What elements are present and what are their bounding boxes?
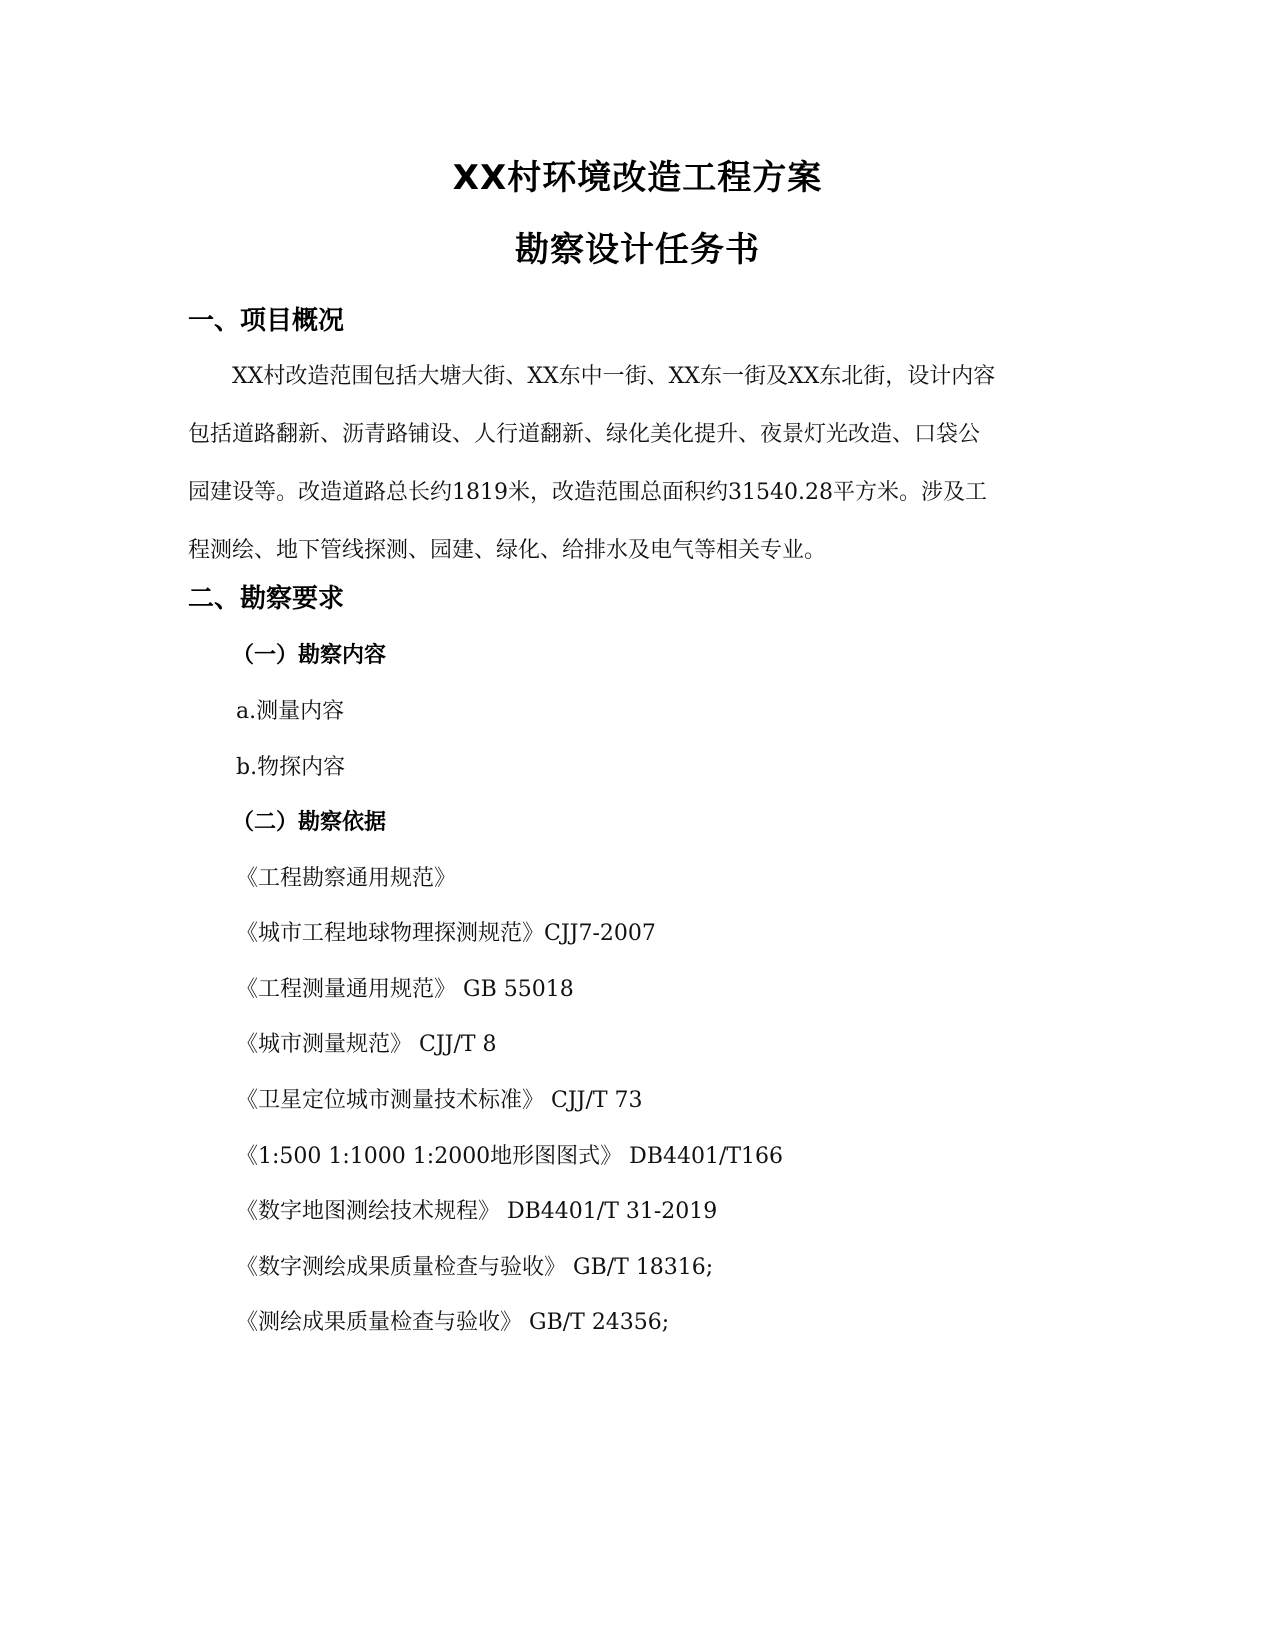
standard-item: 《工程测量通用规范》 GB 55018: [236, 977, 574, 1002]
paragraph-line: 程测绘、地下管线探测、园建、绿化、给排水及电气等相关专业。: [188, 538, 827, 563]
paragraph-line: XX村改造范围包括大塘大街、XX东中一街、XX东一街及XX东北街，设计内容: [188, 364, 996, 389]
overview-paragraph: [188, 348, 1088, 580]
standard-item: 《测绘成果质量检查与验收》 GB/T 24356;: [236, 1310, 670, 1335]
standard-item: 《城市工程地球物理探测规范》CJJ7-2007: [236, 921, 656, 946]
paragraph-line: 园建设等。改造道路总长约1819米，改造范围总面积约31540.28平方米。涉及工: [188, 480, 987, 505]
standard-item: 《工程勘察通用规范》: [236, 866, 457, 891]
section-heading-overview: 一、项目概况: [188, 306, 345, 336]
content-item: b.物探内容: [236, 755, 346, 780]
document-subtitle: 勘察设计任务书: [515, 230, 760, 270]
standard-item: 《卫星定位城市测量技术标准》 CJJ/T 73: [236, 1088, 643, 1113]
section-heading-requirements: 二、勘察要求: [188, 584, 345, 614]
document-title: XX村环境改造工程方案: [452, 158, 823, 198]
subsection-heading-basis: （二）勘察依据: [232, 810, 387, 835]
standard-item: 《城市测量规范》 CJJ/T 8: [236, 1032, 497, 1057]
standard-item: 《1:500 1:1000 1:2000地形图图式》 DB4401/T166: [236, 1144, 784, 1169]
content-item: a.测量内容: [236, 699, 345, 724]
standard-item: 《数字地图测绘技术规程》 DB4401/T 31-2019: [236, 1199, 718, 1224]
standard-item: 《数字测绘成果质量检查与验收》 GB/T 18316;: [236, 1255, 714, 1280]
subsection-heading-content: （一）勘察内容: [232, 643, 387, 668]
paragraph-line: 包括道路翻新、沥青路铺设、人行道翻新、绿化美化提升、夜景灯光改造、口袋公: [188, 422, 981, 447]
